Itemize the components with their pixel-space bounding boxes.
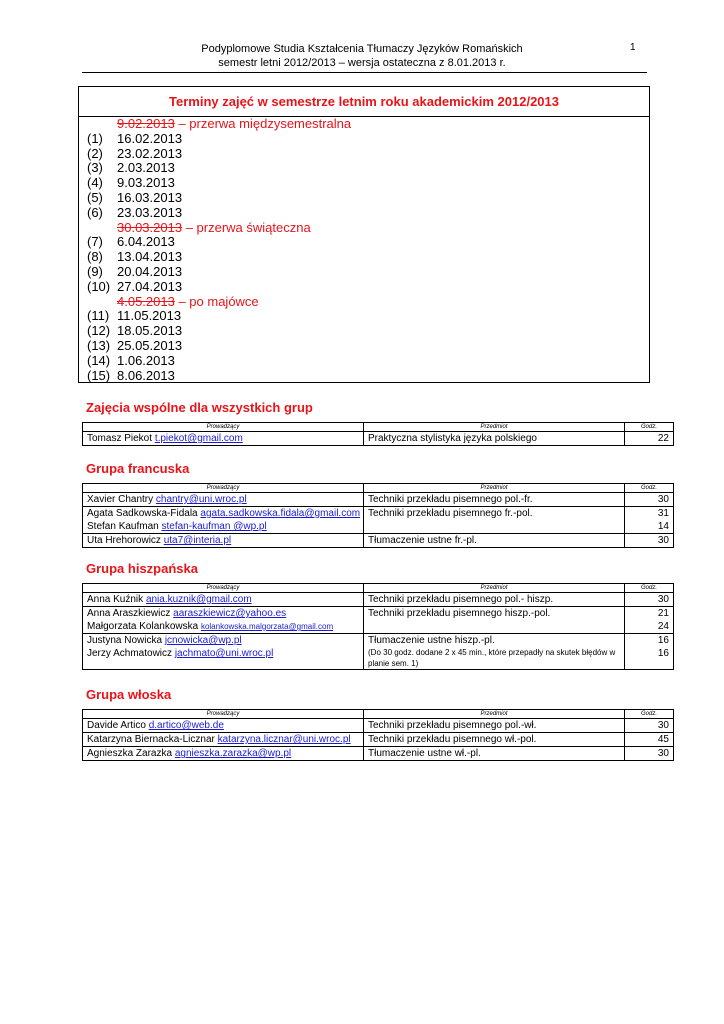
teacher-email-link[interactable]: agata.sadkowska.fidala@gmail.com — [200, 508, 361, 519]
table-italian — [82, 709, 674, 761]
teacher-name: Katarzyna Biernacka-Licznar — [87, 734, 215, 745]
terms-box — [78, 86, 650, 383]
term-row — [87, 176, 649, 191]
subject: Techniki przekładu pisemnego pol.-fr. — [368, 494, 533, 505]
term-number: (10) — [87, 278, 111, 294]
table-row — [83, 507, 674, 534]
section-title-spanish: Grupa hiszpańska — [86, 561, 198, 576]
hours: 30 — [657, 535, 669, 546]
teacher-email-link[interactable]: jcnowicka@wp.pl — [164, 635, 242, 646]
term-row — [87, 132, 649, 147]
teacher-name: Tomasz Piekot — [87, 433, 153, 444]
term-number: (14) — [87, 352, 111, 368]
subject: Techniki przekładu pisemnego wł.-pol. — [368, 734, 537, 745]
header-divider — [82, 72, 647, 73]
teacher-email-link[interactable]: katarzyna.licznar@uni.wroc.pl — [217, 734, 351, 745]
term-date: 18.05.2013 — [117, 323, 183, 339]
section-title-french: Grupa francuska — [86, 461, 190, 476]
teacher-name: Anna Kuźnik — [87, 594, 144, 605]
term-number: (5) — [87, 189, 103, 205]
teacher-email-link[interactable]: agnieszka.zarazka@wp.pl — [174, 748, 292, 759]
term-number: (6) — [87, 204, 103, 220]
term-number: (3) — [87, 160, 103, 176]
term-date-cancelled: 4.05.2013 — [117, 293, 175, 309]
term-number: (15) — [87, 367, 111, 383]
term-note: – po majówce — [174, 293, 259, 309]
term-row — [87, 339, 649, 354]
teacher-email-link[interactable]: aaraszkiewicz@yahoo.es — [173, 608, 287, 619]
subject: Techniki przekładu pisemnego fr.-pol. — [368, 508, 533, 519]
term-date: 16.03.2013 — [117, 189, 183, 205]
teacher-email-link[interactable]: chantry@uni.wroc.pl — [155, 494, 247, 505]
teacher-email-link[interactable]: stefan-kaufman @wp.pl — [161, 521, 267, 532]
table-row — [83, 747, 674, 761]
terms-title: Terminy zajęć w semestrze letnim roku akademickim 2012/2013 — [79, 87, 649, 117]
term-date: 6.04.2013 — [117, 234, 175, 250]
term-row-break — [87, 295, 649, 310]
term-number: (9) — [87, 263, 103, 279]
teacher-name: Davide Artico — [87, 720, 146, 731]
subject: Tłumaczenie ustne wł.-pl. — [368, 748, 481, 759]
teacher-name: Jerzy Achmatowicz — [87, 648, 173, 659]
hours: 21 — [657, 608, 669, 619]
col-hours: Godz. — [625, 584, 674, 593]
section-title-italian: Grupa włoska — [86, 687, 172, 702]
term-date: 16.02.2013 — [117, 130, 183, 146]
term-row — [87, 324, 649, 339]
table-french — [82, 483, 674, 548]
term-date: 11.05.2013 — [117, 308, 182, 324]
header-line-2: semestr letni 2012/2013 – wersja ostateczna z 8.01.2013 r. — [218, 57, 506, 69]
term-date: 8.06.2013 — [117, 367, 175, 383]
term-number: (11) — [87, 308, 110, 324]
term-row — [87, 161, 649, 176]
term-date: 27.04.2013 — [117, 278, 183, 294]
term-number: (8) — [87, 249, 103, 265]
term-row — [87, 250, 649, 265]
term-row — [87, 280, 649, 295]
term-number: (4) — [87, 175, 103, 191]
term-number: (12) — [87, 323, 111, 339]
hours: 14 — [657, 521, 669, 532]
term-row-break — [87, 221, 649, 236]
term-row — [87, 369, 649, 384]
term-number: (7) — [87, 234, 103, 250]
term-date-cancelled: 30.03.2013 — [117, 219, 183, 235]
teacher-name: Stefan Kaufman — [87, 521, 159, 532]
col-subject: Przedmiot — [364, 584, 625, 593]
hours: 30 — [657, 720, 669, 731]
hours: 16 — [657, 635, 669, 646]
hours: 30 — [657, 494, 669, 505]
hours: 30 — [657, 594, 669, 605]
col-teacher: Prowadzący — [83, 710, 364, 719]
subject: Techniki przekładu pisemnego pol.-wł. — [368, 720, 537, 731]
teacher-email-link[interactable]: kolankowska.malgorzata@gmail.com — [200, 622, 334, 631]
hours: 22 — [657, 433, 669, 444]
term-date: 2.03.2013 — [117, 160, 175, 176]
subject: Tłumaczenie ustne fr.-pl. — [368, 535, 477, 546]
subject: Techniki przekładu pisemnego pol.- hiszp. — [368, 594, 554, 605]
term-row — [87, 191, 649, 206]
page-number: 1 — [630, 42, 636, 53]
subject: Praktyczna stylistyka języka polskiego — [368, 433, 537, 444]
table-common — [82, 422, 674, 446]
table-spanish — [82, 583, 674, 670]
term-date: 9.03.2013 — [117, 175, 175, 191]
term-row — [87, 265, 649, 280]
table-row — [83, 733, 674, 747]
teacher-name: Małgorzata Kolankowska — [87, 621, 199, 632]
subject: Tłumaczenie ustne hiszp.-pl. — [368, 635, 495, 646]
term-row — [87, 235, 649, 250]
table-row — [83, 607, 674, 634]
table-row — [83, 719, 674, 733]
term-date: 13.04.2013 — [117, 249, 183, 265]
col-hours: Godz. — [625, 423, 674, 432]
term-date-cancelled: 9.02.2013 — [117, 116, 175, 131]
terms-list — [79, 117, 649, 383]
table-row — [83, 634, 674, 670]
col-subject: Przedmiot — [364, 710, 625, 719]
term-note: – przerwa świąteczna — [182, 219, 311, 235]
header-line-1: Podyplomowe Studia Kształcenia Tłumaczy Języków Romańskich — [201, 43, 523, 55]
teacher-email-link[interactable]: t.piekot@gmail.com — [154, 433, 243, 444]
table-row — [83, 493, 674, 507]
term-row — [87, 147, 649, 162]
term-row — [87, 354, 649, 369]
col-subject: Przedmiot — [364, 423, 625, 432]
teacher-name: Agata Sadkowska-Fidala — [87, 508, 198, 519]
teacher-name: Agnieszka Zarazka — [87, 748, 173, 759]
subject-note: (Do 30 godz. dodane 2 x 45 min., które przepadły na skutek błędów w planie sem. 1) — [368, 648, 616, 668]
teacher-email-link[interactable]: uta7@interia.pl — [163, 535, 232, 546]
teacher-name: Justyna Nowicka — [87, 635, 163, 646]
subject: Techniki przekładu pisemnego hiszp.-pol. — [368, 608, 551, 619]
teacher-email-link[interactable]: ania.kuznik@gmail.com — [145, 594, 252, 605]
term-row — [87, 309, 649, 324]
col-subject: Przedmiot — [364, 484, 625, 493]
section-title-common: Zajęcia wspólne dla wszystkich grup — [86, 400, 313, 415]
col-teacher: Prowadzący — [83, 423, 364, 432]
term-row-break — [87, 117, 649, 132]
teacher-name: Uta Hrehorowicz — [87, 535, 161, 546]
term-date: 23.03.2013 — [117, 204, 183, 220]
teacher-name: Xavier Chantry — [87, 494, 154, 505]
term-date: 20.04.2013 — [117, 263, 183, 279]
term-row — [87, 206, 649, 221]
col-teacher: Prowadzący — [83, 584, 364, 593]
term-date: 23.02.2013 — [117, 145, 183, 161]
col-hours: Godz. — [625, 484, 674, 493]
col-teacher: Prowadzący — [83, 484, 364, 493]
term-number: (13) — [87, 337, 111, 353]
hours: 30 — [657, 748, 669, 759]
hours: 16 — [657, 648, 669, 659]
table-row — [83, 432, 674, 446]
term-note: – przerwa międzysemestralna — [174, 116, 352, 131]
teacher-name: Anna Araszkiewicz — [87, 608, 171, 619]
teacher-email-link[interactable]: d.artico@web.de — [148, 720, 224, 731]
hours: 45 — [657, 734, 669, 745]
table-row — [83, 593, 674, 607]
term-date: 25.05.2013 — [117, 337, 183, 353]
term-date: 1.06.2013 — [117, 352, 175, 368]
hours: 24 — [657, 621, 669, 632]
term-number: (2) — [87, 145, 103, 161]
hours: 31 — [657, 508, 669, 519]
term-number: (1) — [87, 130, 103, 146]
page-header — [0, 42, 724, 70]
table-row — [83, 534, 674, 548]
teacher-email-link[interactable]: jachmato@uni.wroc.pl — [174, 648, 274, 659]
col-hours: Godz. — [625, 710, 674, 719]
